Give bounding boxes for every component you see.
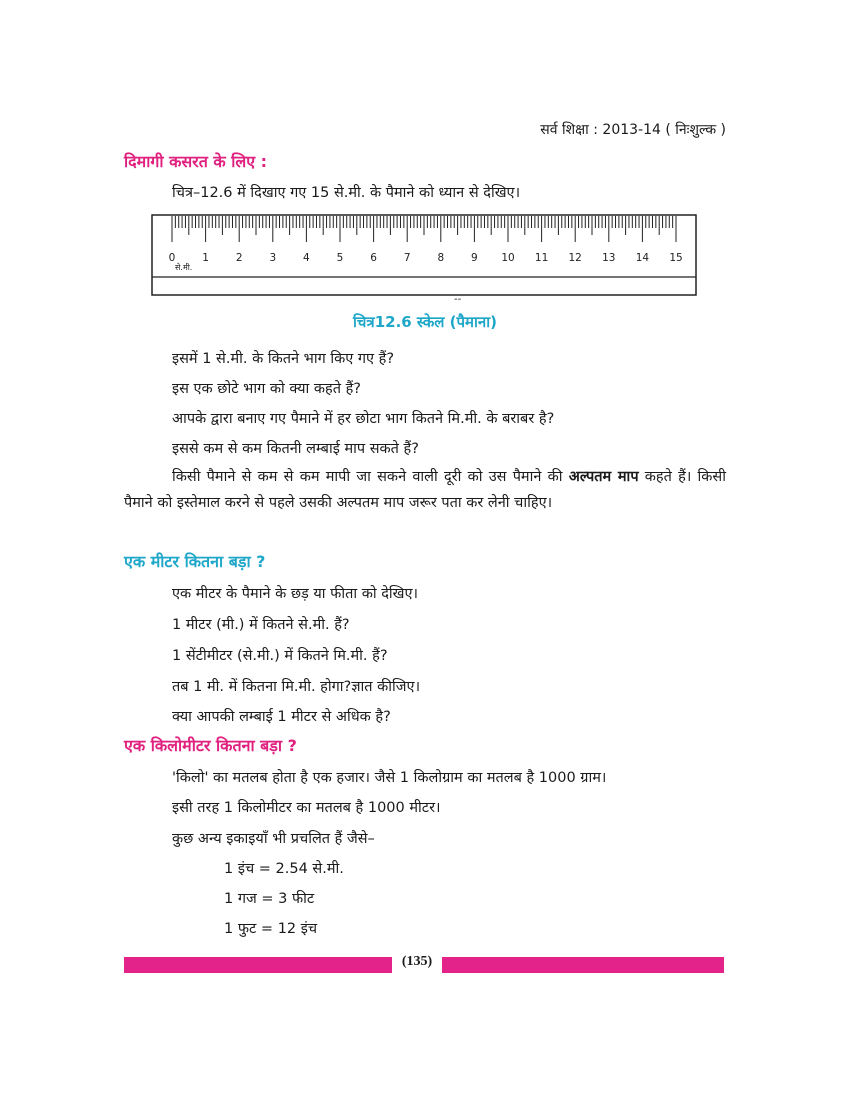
ruler-label: 15	[669, 252, 683, 264]
meter-line-5: क्या आपकी लम्बाई 1 मीटर से अधिक है?	[172, 709, 391, 725]
paragraph-text-after: कहते हैं। किसी पैमाने को इस्तेमाल करने से पहले उसकी अल्पतम माप जरूर पता कर लेनी चाहिए।	[124, 469, 726, 511]
meter-line-3: 1 सेंटीमीटर (से.मी.) में कितने मि.मी. हैं?	[172, 648, 388, 664]
ruler-label: 0	[168, 252, 176, 264]
ruler-label: 10	[501, 252, 515, 264]
question-4: इससे कम से कम कितनी लम्बाई माप सकते हैं?	[172, 441, 419, 457]
meter-line-1: एक मीटर के पैमाने के छड़ या फीता को देखिए।	[172, 586, 419, 602]
ruler-figure	[150, 213, 702, 299]
ruler-label: 8	[437, 252, 445, 264]
ruler-ticks	[172, 216, 676, 242]
figure-caption: चित्र12.6 स्केल (पैमाना)	[353, 313, 497, 331]
section-heading-kilometer: एक किलोमीटर कितना बड़ा ?	[124, 736, 297, 755]
km-line-1: 'किलो' का मतलब होता है एक हजार। जैसे 1 किलोग्राम का मतलब है 1000 ग्राम।	[172, 770, 607, 786]
ruler-label: 7	[403, 252, 411, 264]
ruler-label: 4	[303, 252, 310, 264]
question-1: इसमें 1 से.मी. के कितने भाग किए गए हैं?	[172, 351, 395, 367]
ruler-label: 6	[370, 252, 377, 264]
intro-text: चित्र–12.6 में दिखाए गए 15 से.मी. के पैमाने को ध्यान से देखिए।	[172, 185, 521, 201]
ruler-label: 13	[602, 252, 616, 264]
question-3: आपके द्वारा बनाए गए पैमाने में हर छोटा भाग कितने मि.मी. के बराबर है?	[172, 411, 555, 427]
km-line-2: इसी तरह 1 किलोमीटर का मतलब है 1000 मीटर।	[172, 800, 441, 816]
ruler-label: 2	[235, 252, 243, 264]
paragraph-bold-term: अल्पतम माप	[568, 469, 639, 485]
page-header: सर्व शिक्षा : 2013-14 ( निःशुल्क )	[540, 122, 726, 138]
footer-bar-left	[124, 957, 392, 973]
unit-foot: 1 फुट = 12 इंच	[224, 921, 318, 937]
least-count-paragraph	[124, 464, 726, 516]
ruler-labels	[169, 252, 683, 264]
ruler-label: 5	[336, 252, 344, 264]
meter-line-4: तब 1 मी. में कितना मि.मी. होगा?ज्ञात कीजिए।	[172, 679, 421, 695]
meter-line-2: 1 मीटर (मी.) में कितने से.मी. हैं?	[172, 617, 350, 633]
ruler-label: 1	[202, 252, 209, 264]
ruler-label: 14	[635, 252, 650, 264]
section-heading-brain-exercise: दिमागी कसरत के लिए :	[124, 152, 268, 171]
ruler-label: 12	[568, 252, 582, 264]
km-line-3: कुछ अन्य इकाइयाँ भी प्रचलित हैं जैसे–	[172, 831, 375, 847]
figure-mark: --	[454, 294, 462, 305]
ruler-label: 9	[471, 252, 478, 264]
unit-inch: 1 इंच = 2.54 से.मी.	[224, 861, 344, 877]
question-2: इस एक छोटे भाग को क्या कहते हैं?	[172, 381, 361, 397]
ruler-label: 11	[534, 252, 549, 264]
paragraph-text-before: किसी पैमाने से कम से कम मापी जा सकने वाली दूरी को उस पैमाने की	[172, 469, 569, 485]
unit-yard: 1 गज = 3 फीट	[224, 891, 315, 907]
ruler-unit-label: से.मी.	[175, 263, 193, 272]
section-heading-meter: एक मीटर कितना बड़ा ?	[124, 552, 266, 571]
ruler-label: 3	[269, 252, 277, 264]
page-number: (135)	[401, 954, 433, 969]
footer-bar-right	[442, 957, 724, 973]
